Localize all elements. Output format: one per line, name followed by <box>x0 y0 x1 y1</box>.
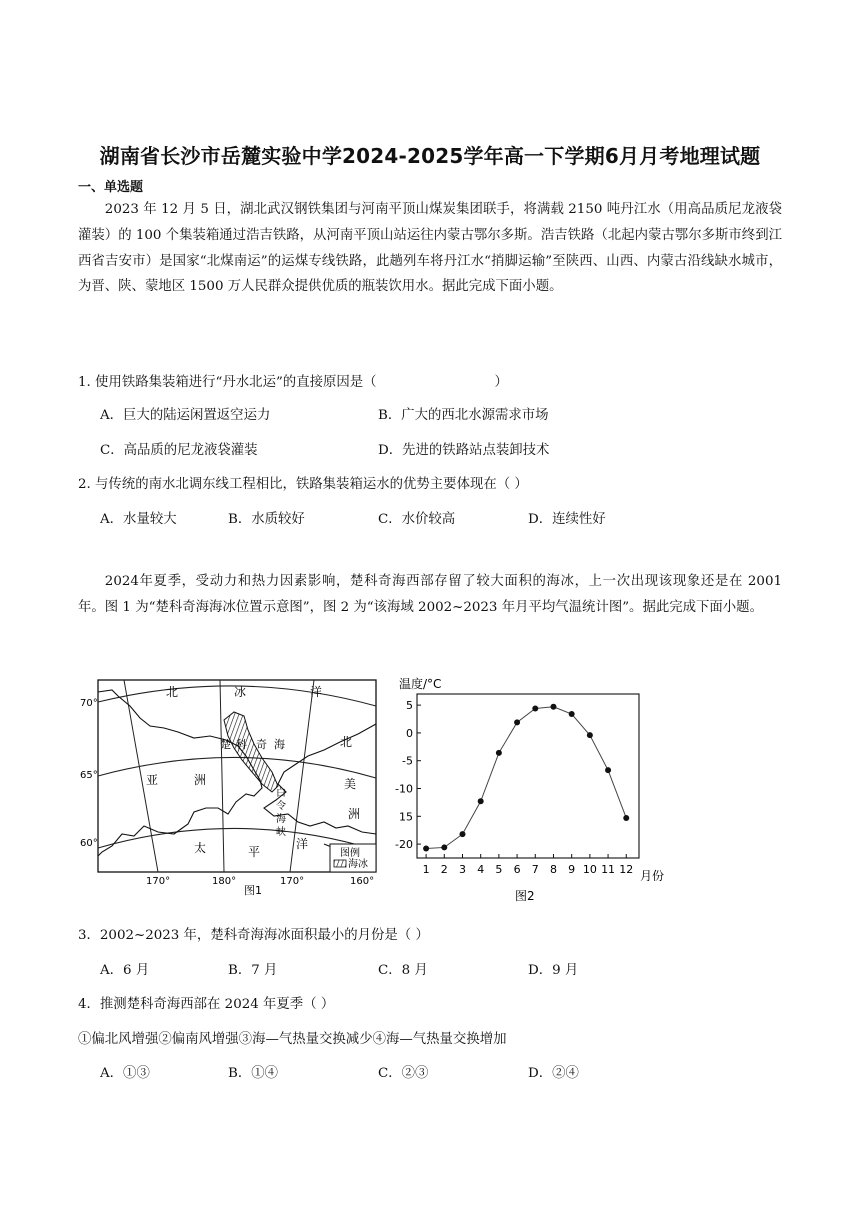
chart-y-axis-title: 温度/°C <box>399 677 442 691</box>
map-word-bei-2: 北 <box>340 735 353 749</box>
map-word-bai: 白 <box>276 788 286 799</box>
lat-label-60: 60° <box>80 838 98 849</box>
x-tick-label: 7 <box>531 863 539 876</box>
map-word-zhou-2: 洲 <box>348 807 361 821</box>
map-word-ke: 科 <box>236 738 247 751</box>
q1-option-c: C．高品质的尼龙液袋灌装 <box>100 443 258 458</box>
q4-option-b: B．①④ <box>228 1066 279 1081</box>
map-word-tai: 太 <box>194 841 207 855</box>
q2-option-c: C．水价较高 <box>378 512 456 527</box>
question-3-stem: 3．2002~2023 年，楚科奇海海冰面积最小的月份是（ ） <box>78 928 429 943</box>
q4-option-a: A．①③ <box>100 1066 150 1081</box>
question-4-items: ①偏北风增强②偏南风增强③海—气热量交换减少④海—气热量交换增加 <box>78 1032 507 1047</box>
data-point <box>514 719 520 725</box>
sea-ice-map <box>78 676 383 898</box>
lon-label-160w: 160° <box>350 876 375 887</box>
x-tick-label: 3 <box>458 863 466 876</box>
section-heading: 一、单选题 <box>78 180 144 195</box>
map-word-ping: 平 <box>248 845 261 859</box>
y-tick-label: 5 <box>406 699 413 713</box>
map-word-ya: 亚 <box>146 773 159 787</box>
map-word-mei: 美 <box>344 777 357 791</box>
map-word-yang-2: 洋 <box>296 837 309 851</box>
map-word-hai-2: 海 <box>276 814 286 825</box>
question-1-stem <box>78 371 508 390</box>
y-tick-label: -20 <box>395 838 413 852</box>
x-tick-label: 4 <box>477 863 485 876</box>
page-title: 湖南省长沙市岳麓实验中学2024-2025学年高一下学期6月月考地理试题 <box>99 144 761 168</box>
passage-2-text: 2024年夏季，受动力和热力因素影响，楚科奇海西部存留了较大面积的海冰，上一次出现该现象还是在 2001 年。图 1 为“楚科奇海海冰位置示意图”，图 2 为“该海域 2002~2023 年月平均气温统计图”。据此完成下面小题。 <box>78 574 782 615</box>
question-2-stem: 2. 与传统的南水北调东线工程相比，铁路集装箱运水的优势主要体现在（ ） <box>78 477 528 492</box>
x-tick-label: 5 <box>495 863 503 876</box>
x-tick-label: 9 <box>568 863 576 876</box>
map-word-ling: 令 <box>276 801 286 812</box>
y-tick-label: 15 <box>399 810 413 824</box>
lat-label-65: 65° <box>80 770 98 781</box>
x-tick-label: 11 <box>601 863 616 876</box>
q1-option-b: B．广大的西北水源需求市场 <box>378 408 549 423</box>
y-tick-label: -10 <box>395 782 413 796</box>
map-word-zhou: 洲 <box>194 773 207 787</box>
map-word-hai: 海 <box>274 738 285 751</box>
data-point <box>459 831 465 837</box>
lat-label-70: 70° <box>80 698 98 709</box>
map-word-qi: 奇 <box>256 738 267 751</box>
lon-label-170w: 170° <box>280 876 305 887</box>
q2-option-d: D．连续性好 <box>528 512 606 527</box>
data-point <box>605 767 611 773</box>
question-1-stem-b: ） <box>494 375 508 390</box>
q1-option-a: A．巨大的陆运闲置返空运力 <box>100 408 271 423</box>
figure-2-caption: 图2 <box>515 889 535 903</box>
q3-option-c: C．8 月 <box>378 963 428 978</box>
map-word-xia: 峡 <box>276 827 286 838</box>
data-point <box>587 732 593 738</box>
question-4-stem: 4．推测楚科奇海西部在 2024 年夏季（ ） <box>78 997 335 1012</box>
x-tick-label: 8 <box>549 863 557 876</box>
question-1-stem-a: 1. 使用铁路集装箱进行“丹水北运”的直接原因是（ <box>78 375 377 390</box>
x-tick-label: 10 <box>582 863 597 876</box>
data-point <box>478 798 484 804</box>
passage-1-text: 2023 年 12 月 5 日，湖北武汉钢铁集团与河南平顶山煤炭集团联手，将满载 2150 吨丹江水（用高品质尼龙液袋灌装）的 100 个集装箱通过浩吉铁路，从河南平顶山站运往内蒙古鄂尔多斯。浩吉铁路（北起内蒙古鄂尔多斯市终到江西省吉安市）是国家“北煤南运”的运煤专线铁路，此趟列车将丹江水“捎脚运输”至陕西、山西、内蒙古沿线缺水城市，为晋、陕、蒙地区 1500 万人民群众提供优质的瓶装饮用水。据此完成下面小题。 <box>78 202 782 295</box>
q3-option-a: A．6 月 <box>100 963 150 978</box>
figure-1-caption: 图1 <box>244 884 262 897</box>
q4-option-d: D．②④ <box>528 1066 579 1081</box>
data-point <box>496 750 502 756</box>
map-word-yang: 洋 <box>310 685 323 699</box>
data-point <box>569 711 575 717</box>
q1-option-d: D．先进的铁路站点装卸技术 <box>378 443 550 458</box>
chart-plot-frame <box>417 694 639 858</box>
lon-label-170e: 170° <box>146 876 171 887</box>
data-point <box>441 844 447 850</box>
map-word-bei: 北 <box>166 685 179 699</box>
q3-option-b: B．7 月 <box>228 963 278 978</box>
y-tick-label: -5 <box>402 754 413 768</box>
map-frame <box>98 680 376 872</box>
x-tick-label: 1 <box>422 863 430 876</box>
legend-title: 图例 <box>340 848 360 859</box>
q2-option-b: B．水质较好 <box>228 512 305 527</box>
legend-sea-ice-label: 海冰 <box>348 859 368 870</box>
passage-1 <box>78 197 782 300</box>
lon-label-180: 180° <box>212 876 237 887</box>
legend-sea-ice-swatch <box>334 860 346 867</box>
map-word-bing: 冰 <box>234 685 247 699</box>
data-point <box>532 705 538 711</box>
data-point <box>623 815 629 821</box>
data-point <box>550 704 556 710</box>
y-tick-label: 0 <box>406 726 413 740</box>
q4-option-c: C．②③ <box>378 1066 429 1081</box>
x-tick-label: 6 <box>513 863 521 876</box>
q3-option-d: D．9 月 <box>528 963 579 978</box>
map-word-chu: 楚 <box>220 738 231 751</box>
x-tick-label: 12 <box>619 863 634 876</box>
chart-x-axis-title: 月份 <box>640 869 665 883</box>
passage-2 <box>78 569 782 621</box>
x-tick-label: 2 <box>440 863 448 876</box>
q2-option-a: A．水量较大 <box>100 512 177 527</box>
temperature-chart <box>393 672 683 904</box>
data-point <box>423 846 429 852</box>
